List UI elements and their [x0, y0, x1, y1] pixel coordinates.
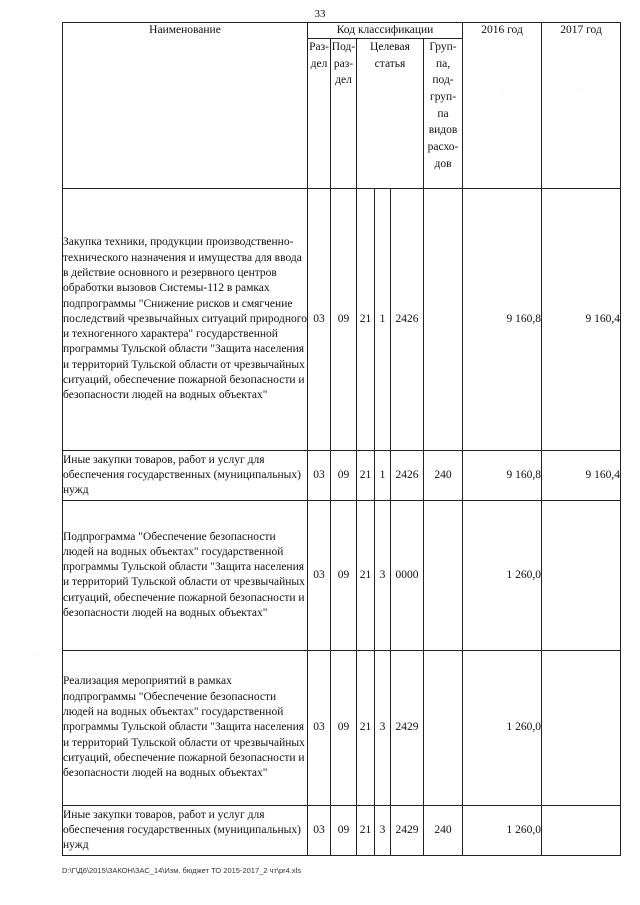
header-section: Раз- дел	[308, 38, 331, 188]
page-number: 33	[314, 8, 326, 20]
row-amount-2017	[542, 500, 621, 650]
row-amount-2017	[542, 650, 621, 805]
row-amount-2016: 9 160,8	[463, 450, 542, 500]
header-expense-group: Груп- па, под- груп- па видов расхо- дов	[424, 38, 463, 188]
scan-margin-mark: ·	[36, 652, 38, 658]
row-amount-2016: 1 260,0	[463, 500, 542, 650]
scan-dot: ·	[501, 87, 504, 94]
header-year-2016	[463, 23, 542, 189]
row-amount-2017: 9 160,4	[542, 188, 621, 450]
footer-file-path: D:\Г\Д6\2015\ЗАКОН\ЗАС_14\Изм. бюджет ТО 2015-2017_2 чт\pr4.xls	[62, 866, 302, 875]
row-subprogram: 3	[375, 650, 391, 805]
row-article: 2426	[391, 188, 424, 450]
table-row	[63, 450, 621, 500]
row-program: 21	[357, 500, 375, 650]
row-article: 2426	[391, 450, 424, 500]
header-name: Наименование	[63, 23, 308, 189]
row-group	[424, 650, 463, 805]
row-article: 2429	[391, 650, 424, 805]
row-program: 21	[357, 450, 375, 500]
row-program: 21	[357, 188, 375, 450]
row-subprogram: 3	[375, 500, 391, 650]
row-subsection: 09	[331, 650, 357, 805]
row-section: 03	[308, 805, 331, 855]
table-row	[63, 188, 621, 450]
row-section: 03	[308, 500, 331, 650]
row-group: 240	[424, 450, 463, 500]
row-name: Иные закупки товаров, работ и услуг для обеспечения государственных (муниципальных) нужд	[63, 450, 308, 500]
row-program: 21	[357, 650, 375, 805]
header-year-2016-label: 2016 год	[481, 24, 523, 36]
row-group	[424, 500, 463, 650]
row-subsection: 09	[331, 450, 357, 500]
row-subsection: 09	[331, 188, 357, 450]
row-subprogram: 3	[375, 805, 391, 855]
row-section: 03	[308, 650, 331, 805]
row-group: 240	[424, 805, 463, 855]
row-group	[424, 188, 463, 450]
table-row	[63, 805, 621, 855]
scan-dot: ·	[580, 87, 583, 94]
header-subsection: Под- раз- дел	[331, 38, 357, 188]
row-amount-2016: 9 160,8	[463, 188, 542, 450]
row-section: 03	[308, 450, 331, 500]
row-name: Иные закупки товаров, работ и услуг для обеспечения государственных (муниципальных) нужд	[63, 805, 308, 855]
row-subsection: 09	[331, 500, 357, 650]
row-amount-2016: 1 260,0	[463, 805, 542, 855]
row-subsection: 09	[331, 805, 357, 855]
row-amount-2017	[542, 805, 621, 855]
row-article: 0000	[391, 500, 424, 650]
row-amount-2016: 1 260,0	[463, 650, 542, 805]
row-name: Реализация мероприятий в рамках подпрограммы "Обеспечение безопасности людей на водных объектах" государственной программы Тульской области "Защита населения и территорий Тульской области от чрезвычайных ситуаций, обеспечение пожарной безопасности и безопасности людей на водных объектах"	[63, 650, 308, 805]
header-year-2017-label: 2017 год	[560, 24, 602, 36]
header-target-article: Целевая статья	[357, 38, 424, 188]
row-program: 21	[357, 805, 375, 855]
header-row-1	[63, 23, 621, 39]
header-year-2017	[542, 23, 621, 189]
row-subprogram: 1	[375, 188, 391, 450]
row-subprogram: 1	[375, 450, 391, 500]
table-row	[63, 650, 621, 805]
budget-table	[62, 22, 621, 856]
row-section: 03	[308, 188, 331, 450]
row-amount-2017: 9 160,4	[542, 450, 621, 500]
row-name: Закупка техники, продукции производственно-технического назначения и имущества для ввода в действие основного и резервного центров обработки вызовов Системы-112 в рамках подпрограммы "Снижение рисков и смягчение последствий чрезвычайных ситуаций природного и техногенного характера" государственной программы Тульской области "Защита населения и территорий Тульской области от чрезвычайных ситуаций, обеспечение пожарной безопасности и безопасности людей на водных объектах"	[63, 188, 308, 450]
table-row	[63, 500, 621, 650]
header-classification: Код классификации	[308, 23, 463, 39]
row-article: 2429	[391, 805, 424, 855]
row-name: Подпрограмма "Обеспечение безопасности людей на водных объектах" государственной программы Тульской области "Защита населения и территорий Тульской области от чрезвычайных ситуаций, обеспечение пожарной безопасности и безопасности людей на водных объектах"	[63, 500, 308, 650]
